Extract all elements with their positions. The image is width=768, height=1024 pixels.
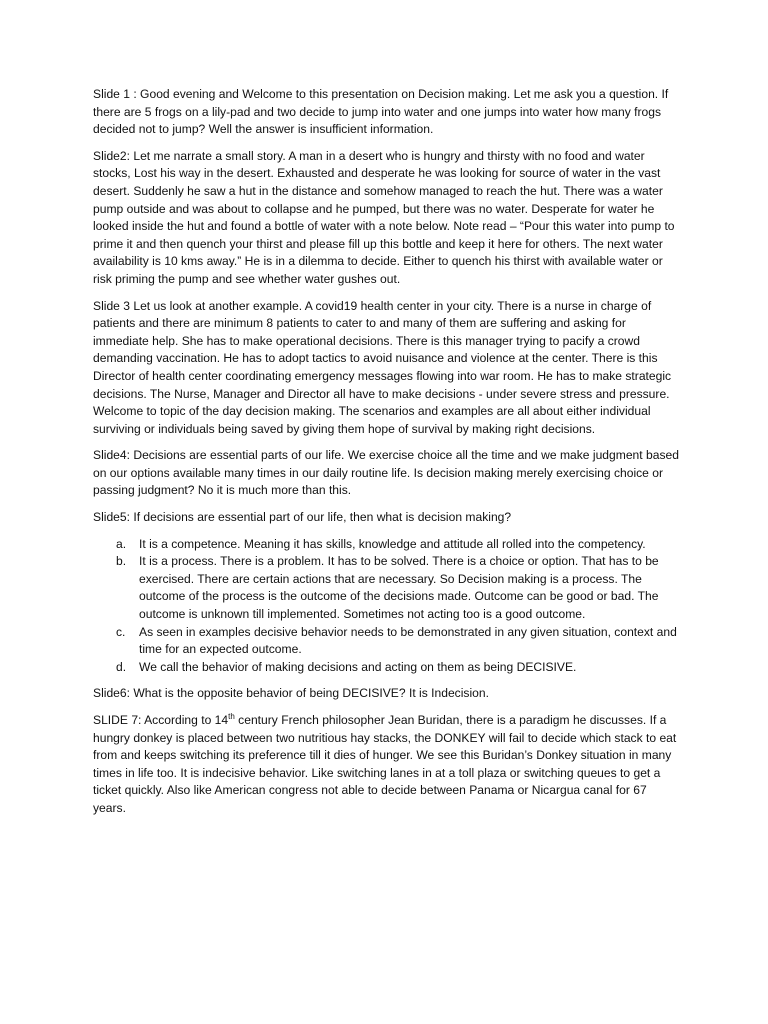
paragraph-slide-5: Slide5: If decisions are essential part of our life, then what is decision making?	[93, 510, 512, 525]
list-marker: b.	[116, 554, 127, 569]
paragraph-slide-3: Slide 3 Let us look at another example. A covid19 health center in your city. There is a nurse in charge of patients and there are minimum 8 patients to cater to and many of them are suffering and asking for immediate help. She has to make operational decisions. There is this manager trying to pacify a crowd demanding vaccination. He has to adopt tactics to avoid nuisance and violence at the center. There is this Director of health center coordinating emergency messages flowing into war room. He has to make strategic decisions. The Nurse, Manager and Director all have to make decisions - under severe stress and pressure. Welcome to topic of the day decision making. The scenarios and examples are all about either individual surviving or individuals being saved by giving them hope of survival by making right decisions.	[93, 298, 672, 436]
list-item	[93, 624, 680, 659]
slide-7-text-start: SLIDE 7: According to 14	[93, 713, 229, 727]
list-item	[93, 553, 680, 623]
list-marker: c.	[116, 624, 126, 639]
paragraph-slide-7	[93, 712, 680, 818]
list-item-text: As seen in examples decisive behavior needs to be demonstrated in any given situation, context and time for an expected outcome.	[139, 624, 677, 657]
list-item-text: It is a competence. Meaning it has skills, knowledge and attitude all rolled into the competency.	[139, 536, 646, 551]
paragraph-slide-2: Slide2: Let me narrate a small story. A man in a desert who is hungry and thirsty with no food and water stocks, Lost his way in the desert. Exhausted and desperate he was looking for source of water in the vast desert. Suddenly he saw a hut in the distance and somehow managed to reach the hut. There was a water pump outside and was about to collapse and he pumped, but there was no water. Desperate for water he looked inside the hut and found a bottle of water with a note below. Note read – “Pour this water into pump to prime it and then quench your thirst and please fill up this bottle and keep it here for others. The next water availability is 10 kms away.” He is in a dilemma to decide. Either to quench his thirst with available water or risk priming the pump and see whether water gushes out.	[93, 148, 675, 286]
paragraph-slide-4: Slide4: Decisions are essential parts of our life. We exercise choice all the time and we make judgment based on our options available many times in our daily routine life. Is decision making merely exercising choice or passing judgment? No it is much more than this.	[93, 448, 679, 498]
ordinal-superscript: th	[228, 711, 235, 721]
list-item	[93, 659, 680, 677]
list-item	[93, 536, 680, 554]
slide-7-text-rest: century French philosopher Jean Buridan, there is a paradigm he discusses. If a hungry donkey is placed between two nutritious hay stacks, the DONKEY will fail to decide which stack to eat from and keeps switching its preference till it dies of hunger. We see this Buridan’s Donkey situation in many times in life too. It is indecisive behavior. Like switching lanes in at a toll plaza or switching queues to get a ticket quickly. Also like American congress not able to decide between Panama or Nicargua canal for 67 years.	[93, 713, 677, 815]
paragraph-slide-6: Slide6: What is the opposite behavior of being DECISIVE? It is Indecision.	[93, 686, 489, 701]
slide-5-list	[93, 536, 680, 677]
paragraph-slide-1: Slide 1 : Good evening and Welcome to this presentation on Decision making. Let me ask you a question. If there are 5 frogs on a lily-pad and two decide to jump into water and one jumps into water how many frogs decided not to jump? Well the answer is insufficient information.	[93, 87, 669, 137]
list-item-text: It is a process. There is a problem. It has to be solved. There is a choice or option. That has to be exercised. There are certain actions that are necessary. So Decision making is a process. The outcome of the process is the outcome of the decisions made. Outcome can be good or bad. The outcome is unknown till implemented. Sometimes not acting too is a good outcome.	[139, 554, 659, 622]
list-marker: a.	[116, 536, 127, 551]
list-marker: d.	[116, 659, 127, 674]
list-item-text: We call the behavior of making decisions and acting on them as being DECISIVE.	[139, 659, 577, 674]
